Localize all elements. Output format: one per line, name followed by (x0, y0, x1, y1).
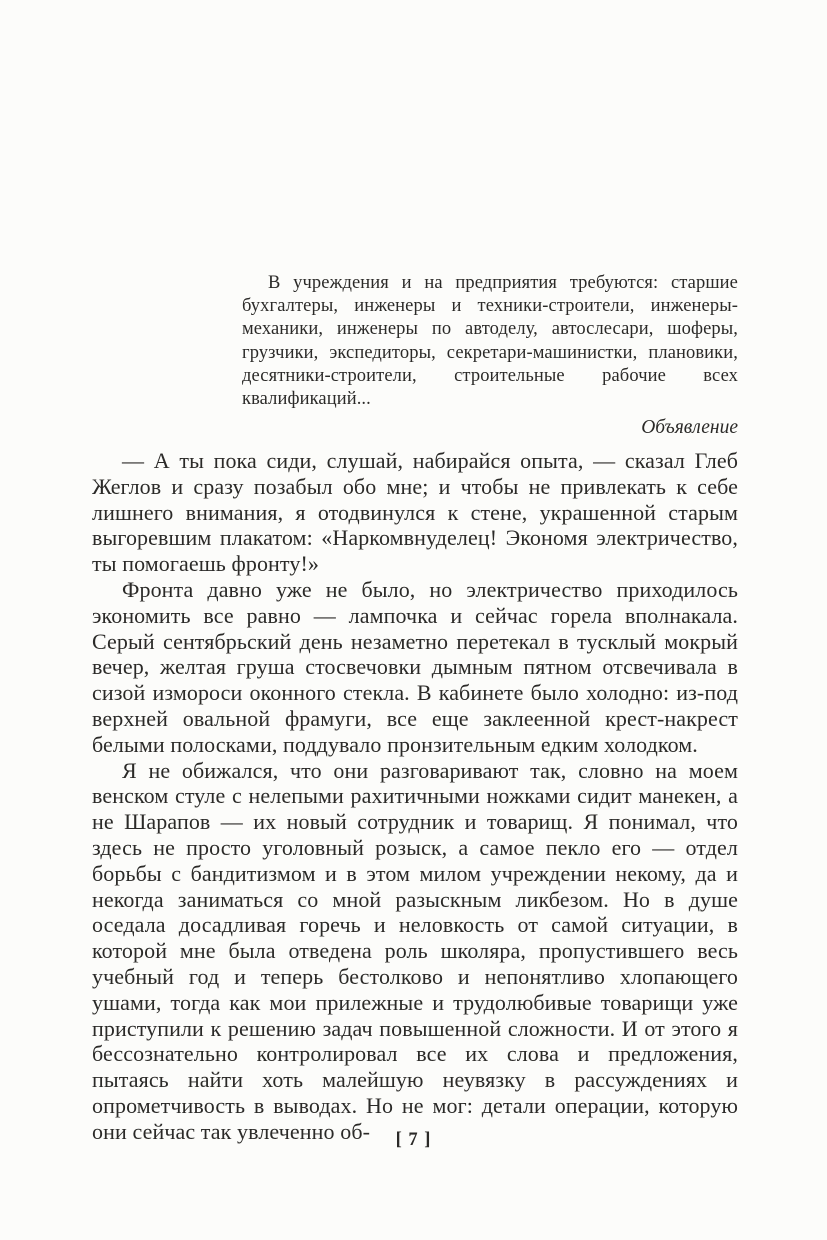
page-number: [ 7 ] (395, 1130, 432, 1150)
epigraph (242, 272, 738, 440)
page-body (92, 448, 738, 1145)
epigraph-text: В учреждения и на предприятия требуются: старшие бухгалтеры, инженеры и техники-строители, инженеры-механики, инженеры по автоделу, автослесари, шоферы, грузчики, экспедиторы, секретари-машинистки, плановики, десятники-строители, строительные рабочие всех квалификаций... (242, 273, 738, 410)
paragraph-front-electricity: Фронта давно уже не было, но электричество приходилось экономить все равно — лампочка и сейчас горела вполнакала. Серый сентябрьский день незаметно перетекал в тусклый мокрый вечер, желтая груша стосвечовки дымным пятном отсвечивала в сизой измороси оконного стекла. В кабинете было холодно: из-под верхней овальной фрамуги, все еще заклеенной крест-накрест белыми полосками, поддувало пронзительным едким холодком. (92, 576, 738, 757)
paragraph-sharapov-reflection: Я не обижался, что они разговаривают так, словно на моем венском стуле с нелепыми рахитичными ножками сидит манекен, а не Шарапов — их новый сотрудник и товарищ. Я понимал, что здесь не просто уголовный розыск, а самое пекло его — отдел борьбы с бандитизмом и в этом милом учреждении некому, да и некогда заниматься со мной разыскным ликбезом. Но в душе оседала досадливая горечь и неловкость от самой ситуации, в которой мне была отведена роль школяра, пропустившего весь учебный год и теперь бестолково и непонятливо хлопающего ушами, тогда как мои прилежные и трудолюбивые товарищи уже приступили к решению задач повышенной сложности. И от этого я бессознательно контролировал все их слова и предложения, пытаясь найти хоть малейшую неувязку в рассуждениях и опрометчивость в выводах. Но не мог: детали операции, которую они сейчас так увлеченно об- (92, 757, 738, 1144)
epigraph-attribution: Объявление (641, 417, 738, 439)
paragraph-dialogue-zheglov: — А ты пока сиди, слушай, набирайся опыта, — сказал Глеб Жеглов и сразу позабыл обо мне; и чтобы не привлекать к себе лишнего внимания, я отодвинулся к стене, украшенной старым выгоревшим плакатом: «Наркомвнуделец! Экономя электричество, ты помогаешь фронту!» (92, 448, 738, 577)
